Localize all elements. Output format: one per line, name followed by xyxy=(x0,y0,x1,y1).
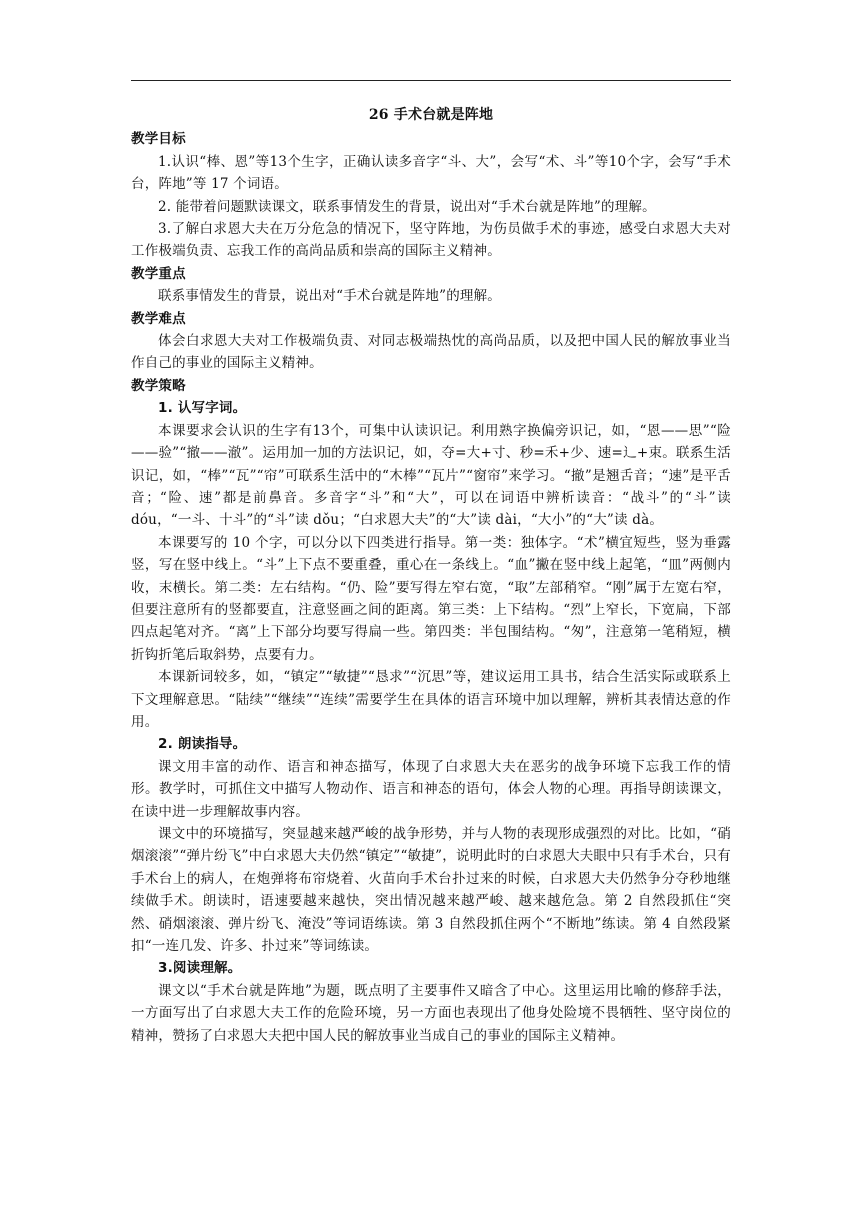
strategy-2-paragraph-1: 课文用丰富的动作、语言和神态描写，体现了白求恩大夫在恶劣的战争环境下忘我工作的情形。教学时，可抓住文中描写人物动作、语言和神态的语句，体会人物的心理。再指导朗读课文，在读中进一步理解故事内容。 xyxy=(131,758,731,820)
section-heading-difficulty: 教学难点 xyxy=(131,310,186,327)
strategy-1-paragraph-3: 本课新词较多，如，“镇定”“敏捷”“恳求”“沉思”等，建议运用工具书，结合生活实际或联系上下文理解意思。“陆续”“继续”“连续”需要学生在具体的语言环境中加以理解，辨析其表情达意的作用。 xyxy=(131,669,731,730)
goal-3: 3.了解白求恩大夫在万分危急的情况下，坚守阵地，为伤员做手术的事迹，感受白求恩大夫对工作极端负责、忘我工作的高尚品质和崇高的国际主义精神。 xyxy=(131,221,731,260)
strategy-3-title: 3.阅读理解。 xyxy=(158,960,242,977)
strategy-2-title: 2. 朗读指导。 xyxy=(158,736,247,753)
section-heading-goals: 教学目标 xyxy=(131,131,186,148)
goal-2: 2. 能带着问题默读课文，联系事情发生的背景，说出对“手术台就是阵地”的理解。 xyxy=(158,198,656,215)
strategy-2-paragraph-2: 课文中的环境描写，突显越来越严峻的战争形势，并与人物的表现形成强烈的对比。比如，“硝烟滚滚”“弹片纷飞”中白求恩大夫仍然“镇定”“敏捷”，说明此时的白求恩大夫眼中只有手术台，只有手术台上的病人，在炮弹将布帘烧着、火苗向手术台扑过来的时候，白求恩大夫仍然争分夺秒地继续做手术。朗读时，语速要越来越快，突出情况越来越严峻、越来越危急。第 2 自然段抓住“突然、硝烟滚滚、弹片纷飞、淹没”等词语练读。第 3 自然段抓住两个“不断地”练读。第 4 自然段紧扣“一连几发、许多、扑过来”等词练读。 xyxy=(131,826,731,955)
strategy-1-paragraph-2: 本课要写的 10 个字，可以分以下四类进行指导。第一类：独体字。“术”横宜短些，竖为垂露竖，写在竖中线上。“斗”上下点不要重叠，重心在一条线上。“血”撇在竖中线上起笔，“皿”两侧内收，末横长。第二类：左右结构。“仍、险”要写得左窄右宽，“取”左部稍窄。“刚”属于左宽右窄，但要注意所有的竖都要直，注意竖画之间的距离。第三类：上下结构。“烈”上窄长，下宽扁，下部四点起笔对齐。“离”上下部分均要写得扁一些。第四类：半包围结构。“匆”，注意第一笔稍短，横折钩折笔后取斜势，点要有力。 xyxy=(131,534,731,663)
strategy-3-paragraph-1: 课文以“手术台就是阵地”为题，既点明了主要事件又暗含了中心。这里运用比喻的修辞手法，一方面写出了白求恩大夫工作的危险环境，另一方面也表现出了他身处险境不畏牺牲、坚守岗位的精神，赞扬了白求恩大夫把中国人民的解放事业当成自己的事业的国际主义精神。 xyxy=(131,982,731,1044)
strategy-1-title: 1. 认写字词。 xyxy=(158,400,247,417)
goal-1: 1.认识“棒、恩”等13个生字，正确认读多音字“斗、大”，会写“术、斗”等10个字，会写“手术台，阵地”等 17 个词语。 xyxy=(131,153,731,193)
document-title: 26 手术台就是阵地 xyxy=(368,107,494,123)
strategy-1-paragraph-1: 本课要求会认识的生字有13个，可集中认读识记。利用熟字换偏旁识记，如，“恩——思”“险——验”“撤——澈”。运用加一加的方法识记，如，夺=大+寸、秒=禾+少、速=辶+束。联系生活识记，如，“棒”“瓦”“帘”可联系生活中的“木棒”“瓦片”“窗帘”来学习。“撤”是翘舌音；“速”是平舌音；“险、速”都是前鼻音。多音字“斗”和“大”，可以在词语中辨析读音：“战斗”的“斗”读 dóu，“一斗、十斗”的“斗”读 dǒu；“白求恩大夫”的“大”读 dài，“大小”的“大”读 dà。 xyxy=(131,422,731,529)
focus-paragraph: 联系事情发生的背景，说出对“手术台就是阵地”的理解。 xyxy=(158,288,502,305)
section-heading-focus: 教学重点 xyxy=(131,265,186,282)
difficulty-paragraph: 体会白求恩大夫对工作极端负责、对同志极端热忱的高尚品质，以及把中国人民的解放事业当作自己的事业的国际主义精神。 xyxy=(131,333,731,372)
section-heading-strategy: 教学策略 xyxy=(131,377,186,394)
header-rule xyxy=(131,80,731,81)
document-body xyxy=(131,104,731,1047)
